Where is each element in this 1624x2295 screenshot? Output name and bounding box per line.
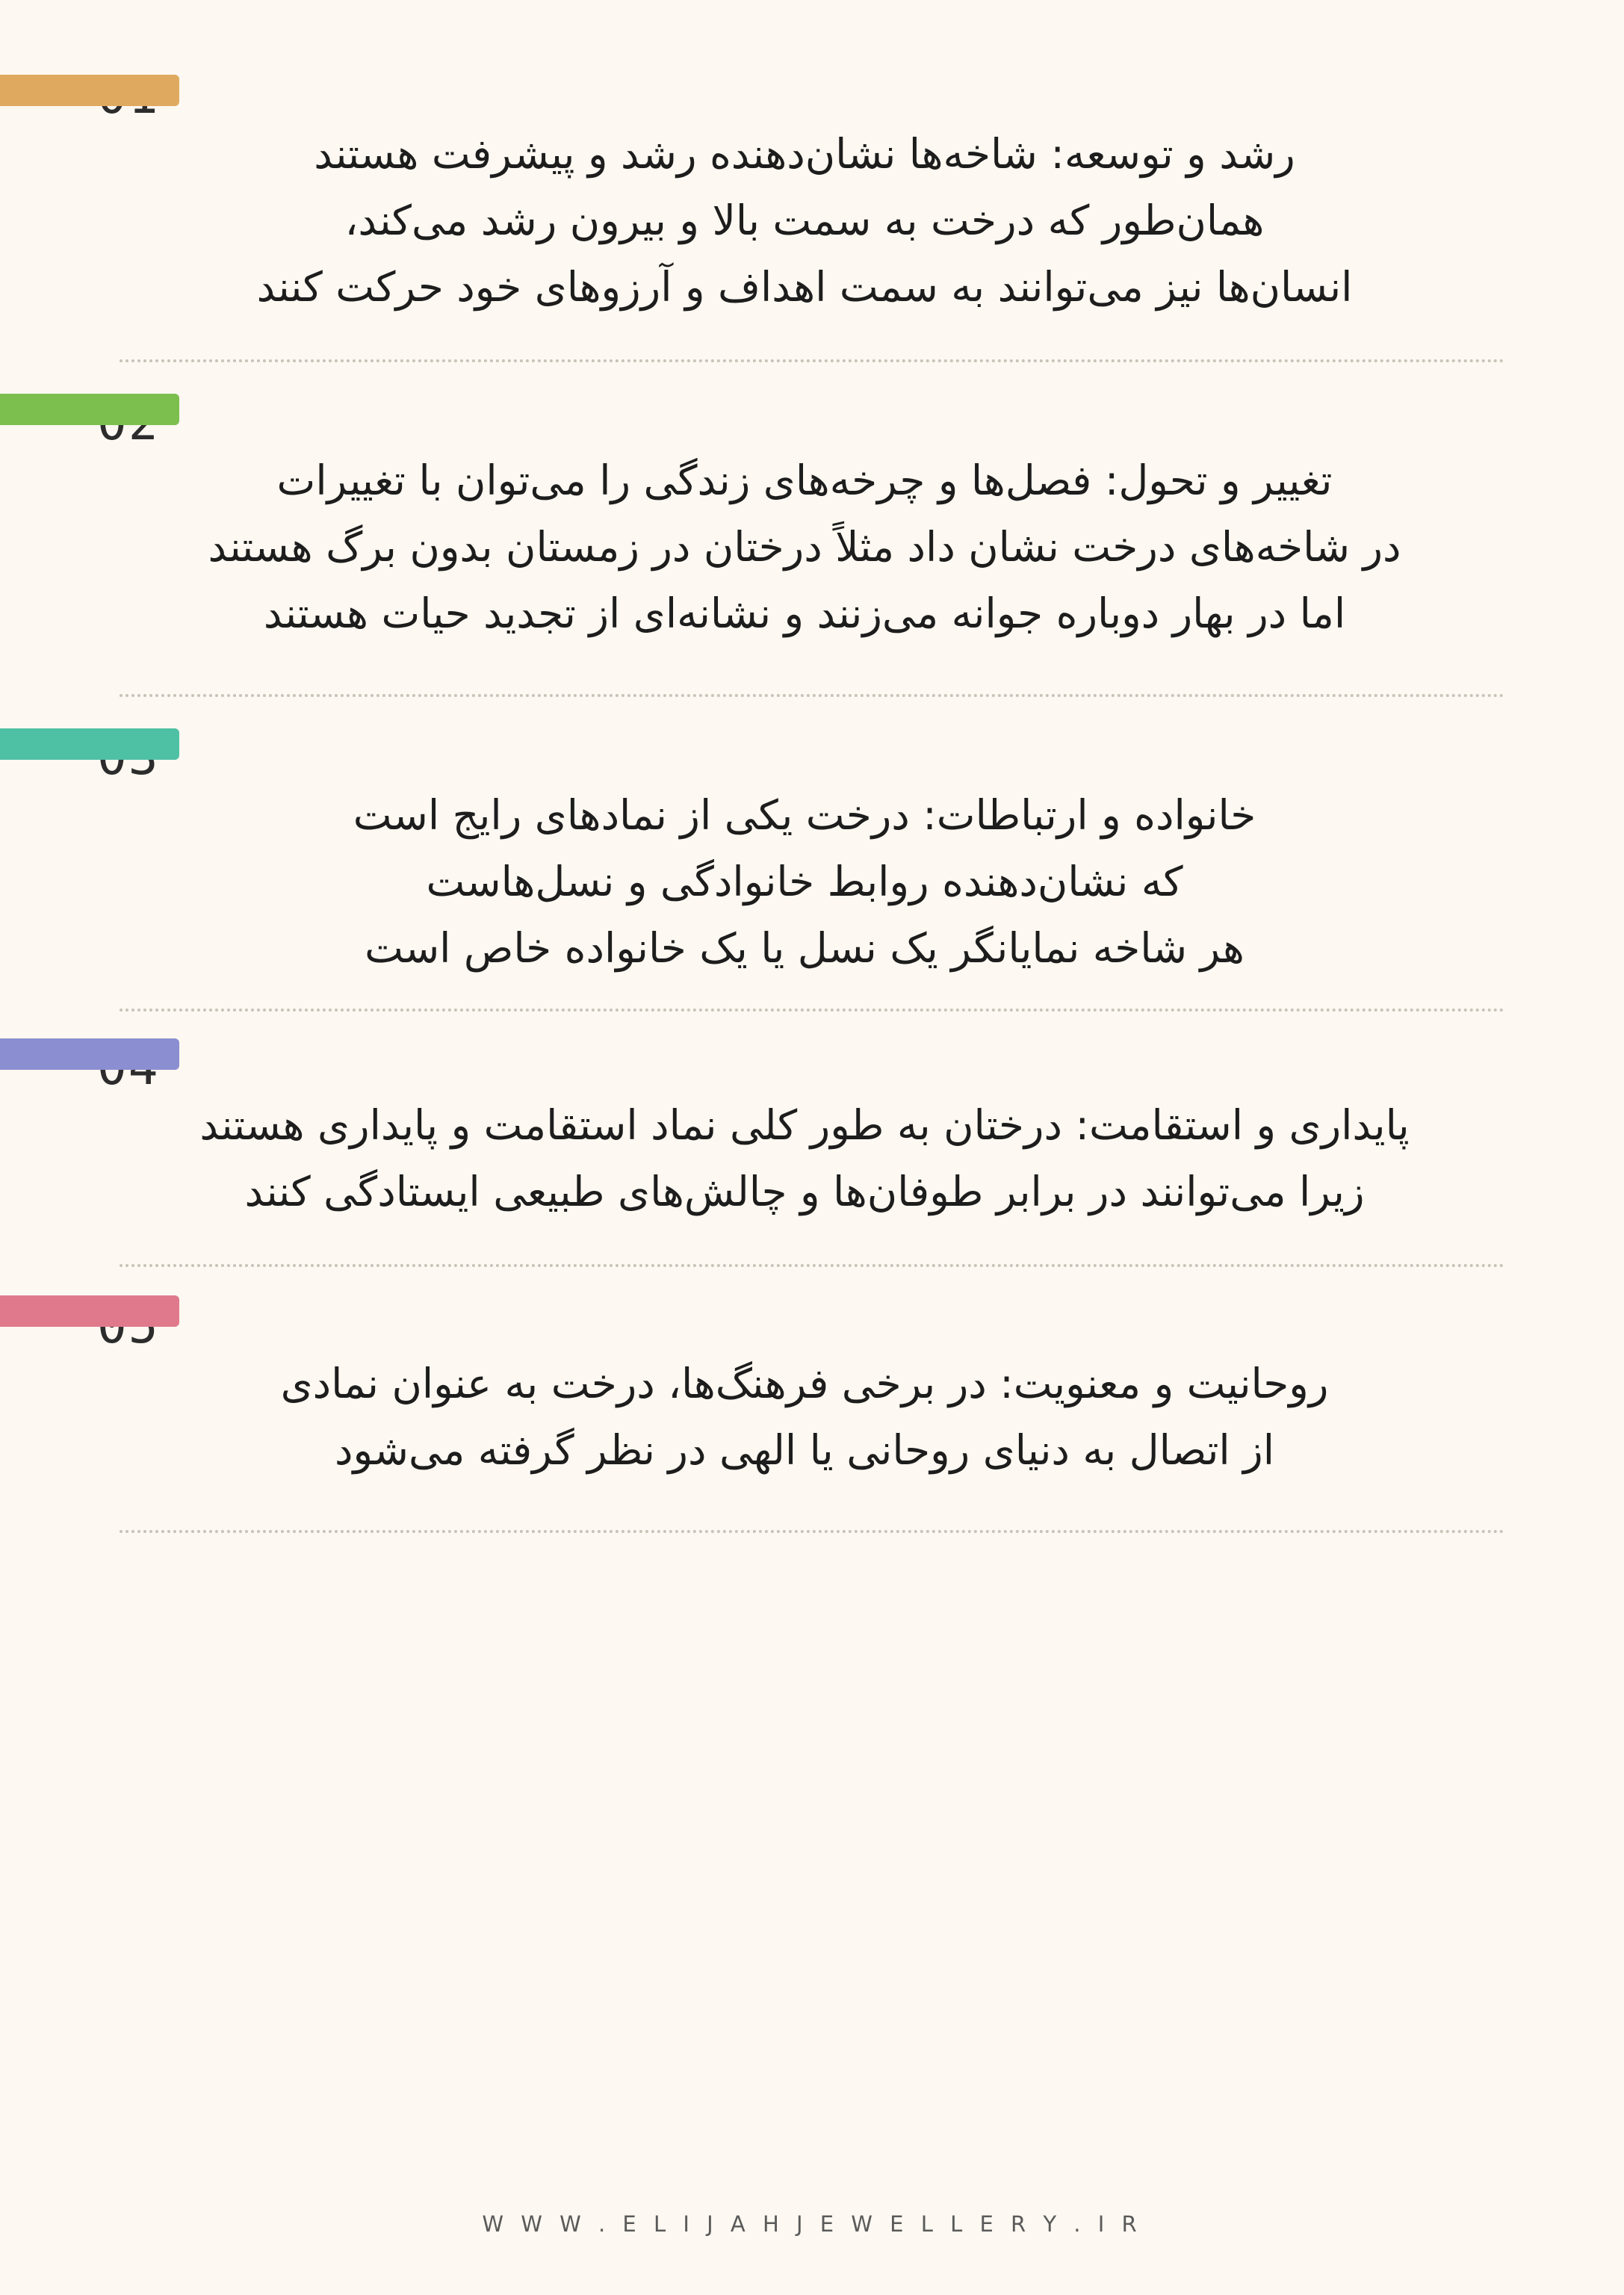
accent-bar (0, 728, 179, 760)
item-number (97, 733, 1512, 782)
item-line: در شاخه‌های درخت نشان داد مثلاً درختان در زمستان بدون برگ هستند (208, 523, 1401, 572)
item-line: انسان‌ها نیز می‌توانند به سمت اهداف و آرزوهای خود حرکت کنند (256, 263, 1353, 312)
item-line: روحانیت و معنویت: در برخی فرهنگ‌ها، درخت به عنوان نمادی (280, 1360, 1329, 1408)
accent-bar (0, 75, 179, 106)
item-line: از اتصال به دنیای روحانی یا الهی در نظر گرفته می‌شود (334, 1426, 1275, 1475)
list-item (0, 362, 1624, 647)
list-item (0, 1012, 1624, 1225)
item-line: همان‌طور که درخت به سمت بالا و بیرون رشد می‌کند، (344, 196, 1265, 245)
list-item (0, 1267, 1624, 1484)
accent-bar (0, 1295, 179, 1327)
item-body (97, 447, 1512, 647)
item-line: هر شاخه نمایانگر یک نسل یا یک خانواده خاص است (365, 923, 1245, 972)
item-body (97, 121, 1512, 320)
list-item (0, 0, 1624, 320)
list-item (0, 697, 1624, 982)
item-number (97, 1301, 1512, 1351)
item-line: که نشان‌دهنده روابط خانوادگی و نسل‌هاست (426, 857, 1183, 905)
item-number (97, 72, 1512, 121)
item-number (97, 1043, 1512, 1092)
item-line: خانواده و ارتباطات: درخت یکی از نمادهای رایج است (353, 790, 1256, 839)
item-line: تغییر و تحول: فصل‌ها و چرخه‌های زندگی را می‌توان با تغییرات (276, 456, 1333, 505)
item-line: اما در بهار دوباره جوانه می‌زنند و نشانه‌ای از تجدید حیات هستند (263, 589, 1346, 638)
item-line: زیرا می‌توانند در برابر طوفان‌ها و چالش‌های طبیعی ایستادگی کنند (244, 1167, 1365, 1215)
item-body (97, 1092, 1512, 1225)
item-body (97, 782, 1512, 982)
item-number (97, 398, 1512, 447)
divider (120, 1530, 1504, 1533)
accent-bar (0, 1038, 179, 1070)
accent-bar (0, 394, 179, 425)
item-body (97, 1351, 1512, 1484)
item-line: پایداری و استقامت: درختان به طور کلی نماد استقامت و پایداری هستند (199, 1100, 1410, 1149)
item-line: رشد و توسعه: شاخه‌ها نشان‌دهنده رشد و پیشرفت هستند (314, 130, 1295, 178)
footer-website: W W W . E L I J A H J E W E L L E R Y . I R (482, 2211, 1142, 2237)
